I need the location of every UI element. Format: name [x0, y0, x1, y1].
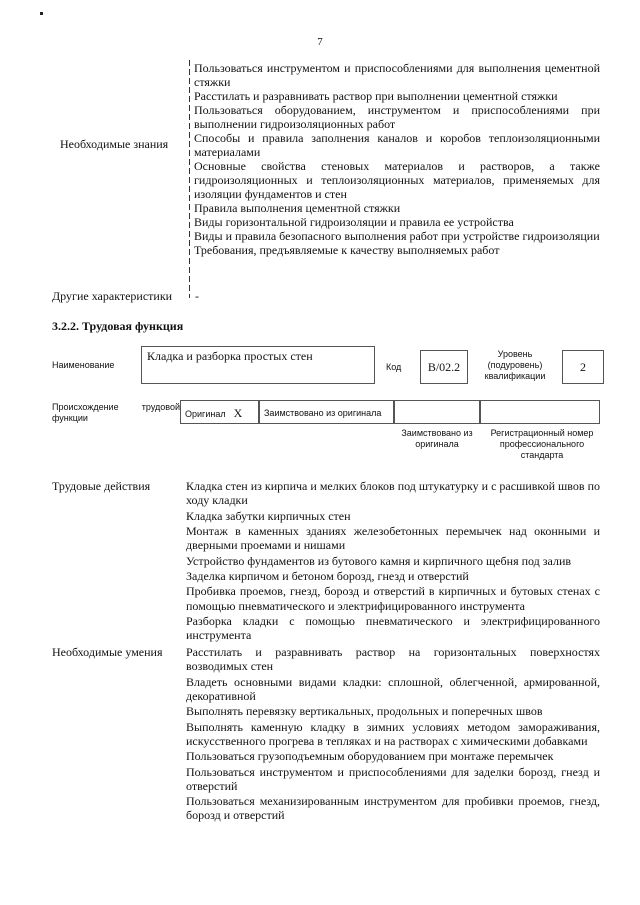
skills-label: Необходимые умения — [52, 645, 163, 659]
origin-table — [180, 400, 600, 426]
page-number: 7 — [317, 36, 323, 48]
actions-list — [186, 479, 600, 644]
action-item: Пробивка проемов, гнезд, борозд и отверстий в кирпичных и бутовых стенах с помощью пневматического и электрифицированного инструмента — [186, 584, 600, 613]
level-box: 2 — [562, 350, 604, 384]
action-item: Кладка стен из кирпича и мелких блоков под штукатурку и с расшивкой швов по ходу кладки — [186, 479, 600, 508]
knowledge-item: Требования, предъявляемые к качеству выполняемых работ — [194, 243, 500, 258]
column-divider — [189, 60, 190, 298]
knowledge-item: Пользоваться оборудованием, инструментом и приспособлениями при выполнении гидроизоляционных работ — [194, 103, 600, 131]
action-item: Кладка забутки кирпичных стен — [186, 508, 351, 523]
skill-item: Пользоваться инструментом и приспособлениями для заделки борозд, гнезд и отверстий — [186, 764, 600, 793]
borrowed-caption: Заимствовано из оригинала — [401, 428, 473, 449]
skill-item: Расстилать и разравнивать раствор на горизонтальных поверхностях возводимых стен — [186, 645, 600, 674]
action-item: Разборка кладки с помощью пневматического и электрифицированного инструмента — [186, 613, 600, 643]
function-name-box: Кладка и разборка простых стен — [141, 346, 375, 384]
borrowed-cell: Заимствовано из оригинала — [259, 400, 394, 424]
origin-label: Происхождение трудовой функции — [52, 402, 180, 423]
action-item: Заделка кирпичом и бетоном борозд, гнезд и отверстий — [186, 568, 469, 583]
skill-item: Пользоваться грузоподъемным оборудованием при монтаже перемычек — [186, 749, 554, 764]
knowledge-item: Виды горизонтальной гидроизоляции и правила ее устройства — [194, 215, 514, 230]
skills-list — [186, 645, 600, 824]
registration-caption: Регистрационный номер профессионального стандарта — [490, 428, 594, 460]
knowledge-item: Пользоваться инструментом и приспособлениями для выполнения цементной стяжки — [194, 61, 600, 89]
knowledge-label: Необходимые знания — [60, 137, 169, 151]
skill-item: Выполнять каменную кладку в зимних условиях методом замораживания, искусственного прогрева в тепляках и на растворах с химическими добавками — [186, 719, 600, 748]
original-cell — [180, 400, 259, 424]
knowledge-list — [194, 62, 600, 259]
registration-cell — [480, 400, 600, 424]
knowledge-item: Способы и правила заполнения каналов и коробов теплоизоляционными материалами — [194, 131, 600, 159]
level-label: Уровень (подуровень) квалификации — [484, 349, 546, 381]
other-characteristics-value: - — [195, 289, 199, 303]
skill-item: Владеть основными видами кладки: сплошной, облегченной, армированной, декоративной — [186, 674, 600, 703]
code-box: B/02.2 — [420, 350, 468, 384]
name-label: Наименование — [52, 360, 115, 370]
skill-item: Выполнять перевязку вертикальных, продольных и поперечных швов — [186, 704, 543, 719]
action-item: Устройство фундаментов из бутового камня и кирпичного щебня под залив — [186, 553, 572, 568]
knowledge-item: Правила выполнения цементной стяжки — [194, 200, 401, 215]
original-label: Оригинал — [185, 409, 226, 419]
action-item: Монтаж в каменных зданиях железобетонных перемычек над оконными и дверными проемами и нишами — [186, 523, 600, 553]
other-characteristics-label: Другие характеристики — [52, 289, 173, 303]
scan-dot — [40, 12, 43, 15]
code-label: Код — [386, 362, 402, 372]
knowledge-item: Виды и правила безопасного выполнения работ при устройстве гидроизоляции — [194, 229, 600, 244]
actions-label: Трудовые действия — [52, 479, 151, 493]
knowledge-item: Расстилать и разравнивать раствор при выполнении цементной стяжки — [194, 88, 558, 103]
original-mark: X — [233, 406, 243, 420]
skill-item: Пользоваться механизированным инструментом для пробивки проемов, гнезд, борозд и отверстий — [186, 794, 600, 823]
knowledge-item: Основные свойства стеновых материалов и растворов, а также гидроизоляционных и теплоизоляционных материалов, применяемых для изоляции фундаментов и стен — [194, 159, 600, 201]
borrowed-code-cell — [394, 400, 480, 424]
section-title: 3.2.2. Трудовая функция — [52, 319, 184, 333]
